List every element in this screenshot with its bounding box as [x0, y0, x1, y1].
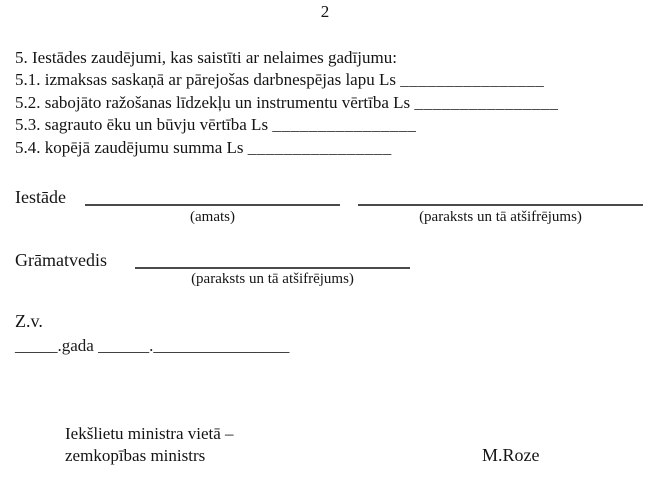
institution-signature-blank-line: [358, 187, 643, 206]
losses-item-5-3-blank: ________________: [272, 115, 417, 135]
institution-label: Iestāde: [15, 187, 66, 207]
losses-item-5-1-blank: ________________: [400, 70, 545, 90]
losses-item-5-2-label: 5.2. sabojāto ražošanas līdzekļu un instrumentu vērtība Ls: [15, 92, 411, 112]
losses-item-5-4-label: 5.4. kopējā zaudējumu summa Ls: [15, 137, 244, 157]
accountant-label: Grāmatvedis: [15, 250, 107, 270]
losses-item-5-2-blank: ________________: [414, 92, 559, 112]
losses-item-5-4: [15, 137, 558, 159]
losses-item-5-1: [15, 69, 558, 91]
approval-line1: Iekšlietu ministra vietā –: [65, 424, 234, 443]
institution-position-caption: (amats): [190, 209, 235, 225]
losses-item-5-3: [15, 114, 558, 136]
losses-item-5-1-label: 5.1. izmaksas saskaņā ar pārejošas darbnespējas lapu Ls: [15, 70, 396, 90]
institution-signature-caption: (paraksts un tā atšifrējums): [419, 209, 582, 225]
losses-item-5-4-blank: ________________: [247, 137, 392, 157]
losses-item-5-3-label: 5.3. sagrauto ēku un būvju vērtība Ls: [15, 115, 269, 135]
seal-label: Z.v.: [15, 311, 43, 331]
losses-heading: 5. Iestādes zaudējumi, kas saistīti ar nelaimes gadījumu:: [15, 48, 397, 67]
institution-position-blank-line: [85, 187, 340, 206]
page-number: 2: [320, 2, 330, 21]
accountant-signature-blank-line: [135, 250, 410, 269]
approver-name: M.Roze: [482, 445, 540, 465]
losses-item-5-2: [15, 92, 558, 114]
approval-line2: zemkopības ministrs: [65, 446, 206, 466]
losses-section: [15, 47, 558, 159]
accountant-signature-caption: (paraksts un tā atšifrējums): [191, 271, 354, 287]
approval-block: [65, 423, 234, 468]
date-blank-line: _____.gada ______.________________: [15, 336, 290, 355]
